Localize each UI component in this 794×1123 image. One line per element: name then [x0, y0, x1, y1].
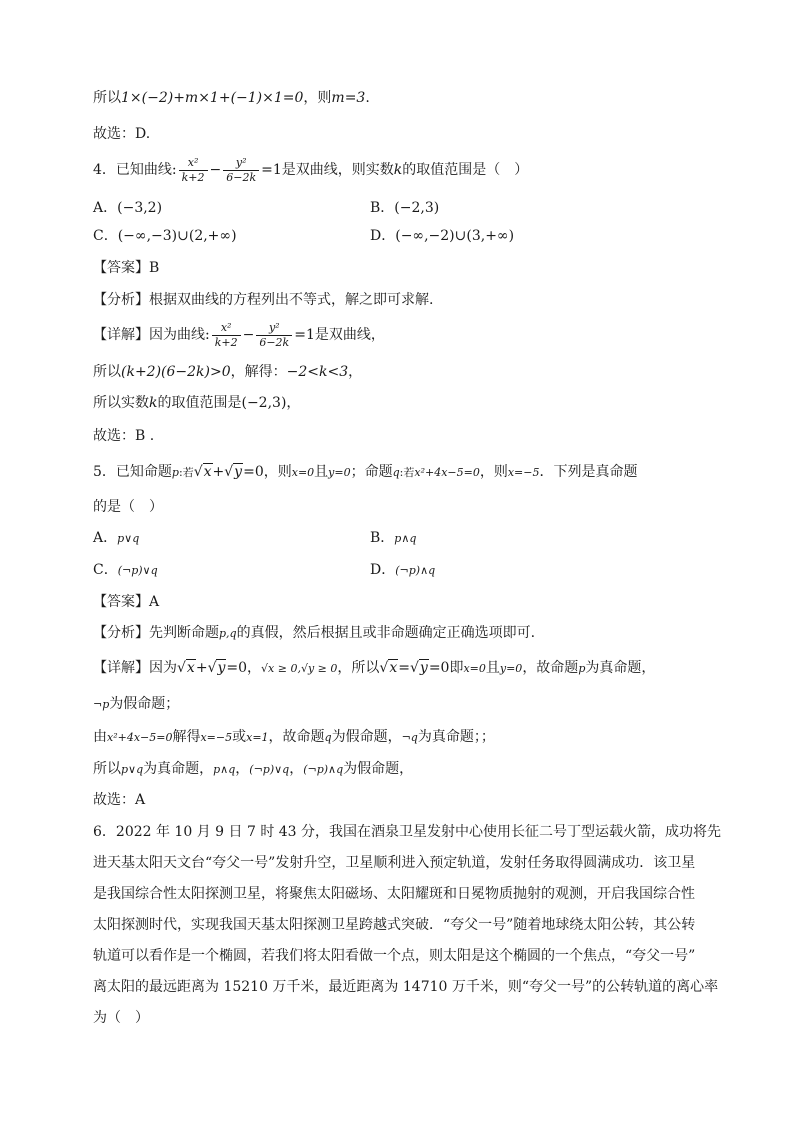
q5-detail-2: ¬p为假命题；: [93, 696, 180, 712]
q4-answer: 【答案】B: [93, 260, 160, 276]
q4-detail-3: 所以实数k的取值范围是(−2,3)，: [93, 395, 301, 411]
q4-frac-y: $\frac{\text{y²}}{6-2k}$: [223, 156, 259, 185]
q5-detail-4: 所以p∨q为真命题，p∧q，(¬p)∨q，(¬p)∧q为假命题，: [93, 761, 414, 777]
q6-line-1: 6．2022 年 10 月 9 日 7 时 43 分，我国在酒泉卫星发射中心使用长征二号丁型运载火箭，成功将先: [93, 824, 722, 840]
q6-line-6: 离太阳的最远距离为 15210 万千米，最近距离为 14710 万千米，则“夸父一号”的公转轨道的离心率: [93, 979, 719, 995]
q4-option-d: D．(−∞,−2)∪(3,+∞): [370, 228, 515, 244]
q5-stem-2: 的是（ ）: [93, 499, 163, 515]
q4-option-b: B．(−2,3): [370, 200, 440, 216]
q6-line-3: 是我国综合性太阳探测卫星，将聚焦太阳磁场、太阳耀斑和日冕物质抛射的观测，开启我国综合性: [93, 886, 695, 902]
q5-analysis: 【分析】先判断命题p,q的真假，然后根据且或非命题确定正确选项即可.: [93, 625, 536, 641]
q6-line-4: 太阳探测时代，实现我国天基太阳探测卫星跨越式突破．“夸父一号”随着地球绕太阳公转，其公转: [93, 917, 696, 933]
q5-choose: 故选：A: [93, 792, 146, 808]
prev-solution-line: 所以1×(−2)+m×1+(−1)×1=0，则m=3.: [93, 90, 370, 106]
q6-line-2: 进天基太阳天文台“夸父一号”发射升空，卫星顺利进入预定轨道，发射任务取得圆满成功．该卫星: [93, 855, 696, 871]
q5-detail-3: 由x²+4x−5=0解得x=−5或x=1，故命题q为假命题，¬q为真命题；；: [93, 729, 495, 745]
q4-detail-2: 所以(k+2)(6−2k)>0，解得：−2<k<3，: [93, 364, 363, 380]
q4-analysis: 【分析】根据双曲线的方程列出不等式，解之即可求解.: [93, 292, 434, 308]
q5-option-c: C．(¬p)∨q: [93, 562, 158, 578]
q5-option-b: B．p∧q: [370, 530, 417, 546]
prev-choice-line: 故选：D.: [93, 126, 151, 142]
q4-frac-x: $\frac{\text{x²}}{k+2}$: [179, 156, 208, 185]
q5-option-d: D．(¬p)∧q: [370, 562, 436, 578]
q6-line-5: 轨道可以看作是一个椭圆，若我们将太阳看做一个点，则太阳是这个椭圆的一个焦点，“夸父一号”: [93, 948, 696, 964]
q5-answer: 【答案】A: [93, 594, 160, 610]
q4-choose: 故选：B .: [93, 428, 155, 444]
q5-stem-1: 5．已知命题p:若√x+√y=0，则x=0且y=0；命题q:若x²+4x−5=0，则x=−5．下列是真命题: [93, 464, 638, 480]
q4-detail-1: 【详解】因为曲线: $\frac{\text{x²}}{k+2}$ − $\frac{\text{y²}}{6-2k}$ =1是双曲线，: [93, 320, 385, 349]
q5-detail-1: 【详解】因为√x+√y=0，√x ≥ 0,√y ≥ 0，所以√x=√y=0即x=0且y=0，故命题p为真命题，: [93, 660, 656, 676]
q6-line-7: 为（ ）: [93, 1010, 149, 1026]
q4-option-a: A．(−3,2): [93, 200, 163, 216]
q5-option-a: A．p∨q: [93, 530, 140, 546]
q4-option-c: C．(−∞,−3)∪(2,+∞): [93, 228, 237, 244]
q4-stem: 4．已知曲线: $\frac{\text{x²}}{k+2}$ − $\frac{\text{y²}}{6-2k}$ =1是双曲线，则实数k的取值范围是（ ）: [93, 155, 529, 184]
